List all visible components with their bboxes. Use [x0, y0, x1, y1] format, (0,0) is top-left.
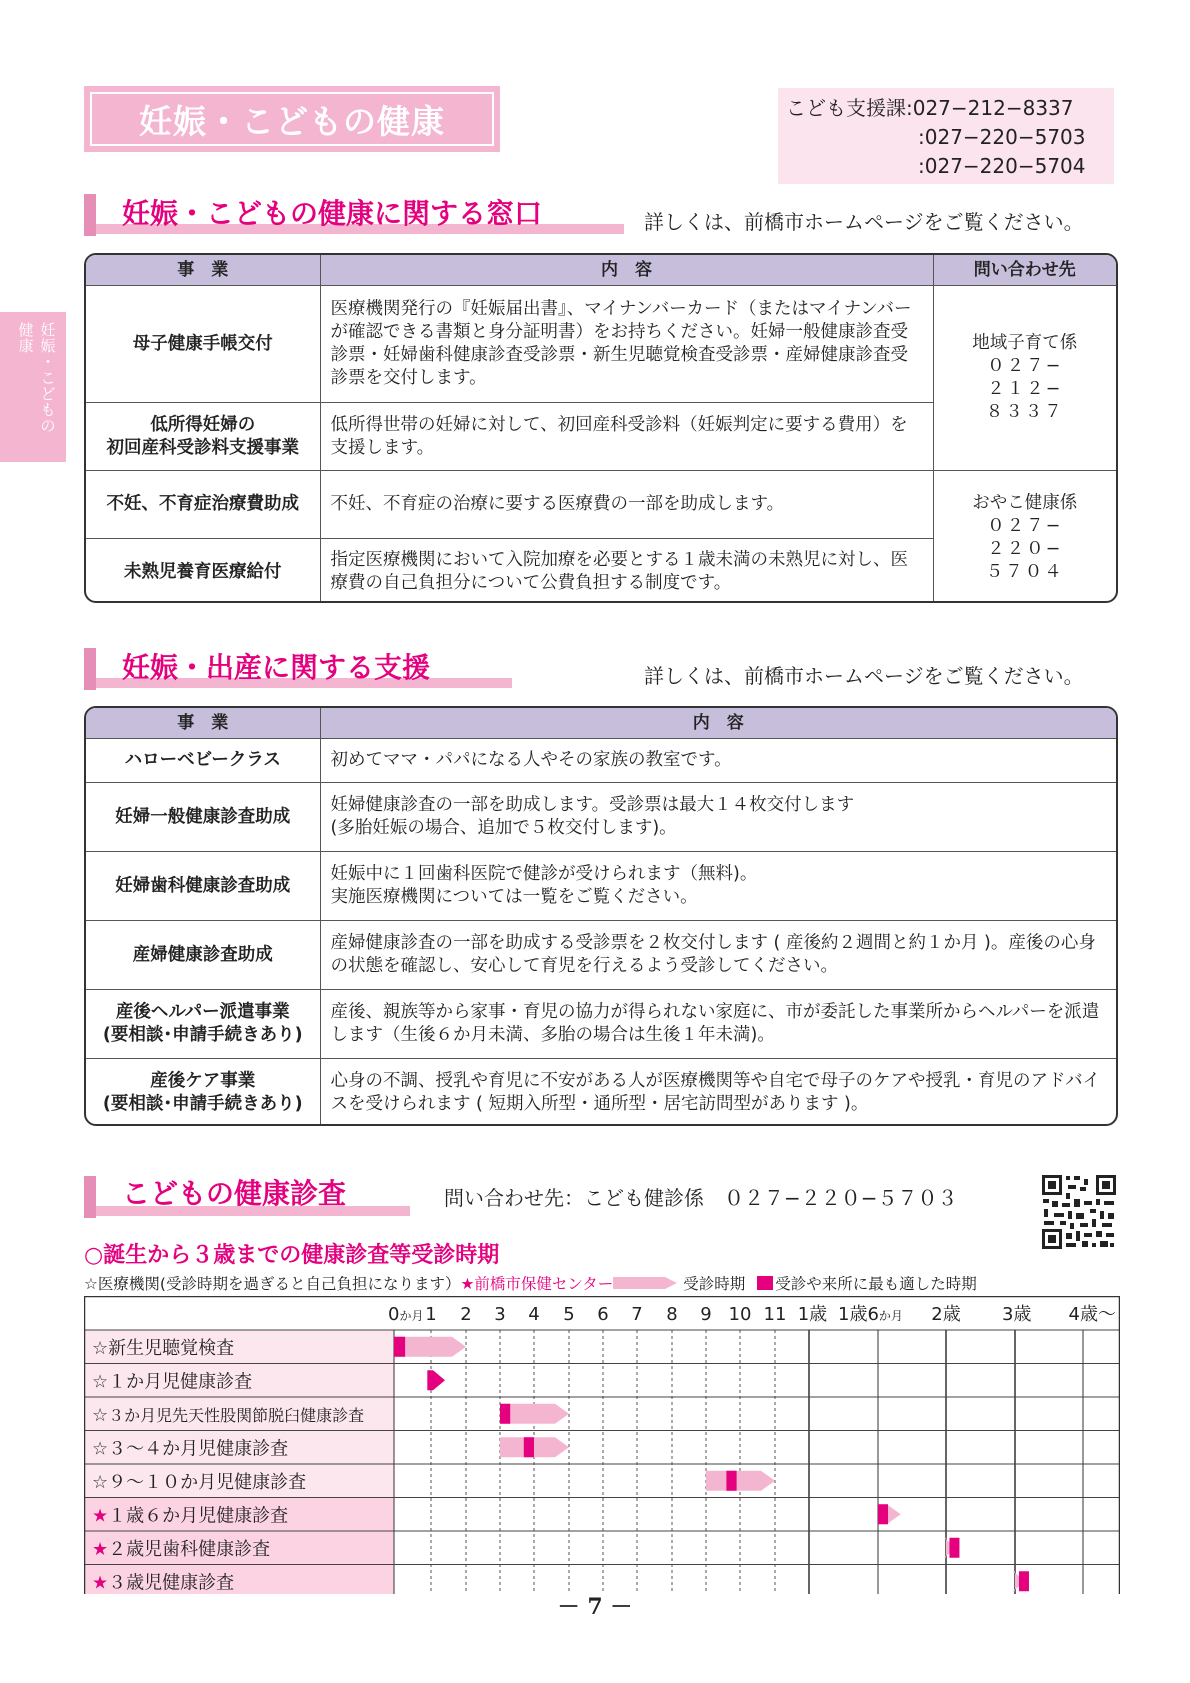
column-header: 5 — [563, 1304, 575, 1325]
checkup-mark: ☆ — [92, 1371, 109, 1393]
column-header: 3 — [494, 1304, 506, 1325]
checkup-mark: ★ — [92, 1539, 109, 1560]
table-row — [86, 286, 1116, 403]
best-period-marker — [726, 1471, 736, 1491]
table-row — [86, 921, 1116, 990]
contact-line-2: :027−220−5703 — [918, 125, 1086, 149]
row-content: 産後、親族等から家事・育児の協力が得られない家庭に、市が委託した事業所からヘルパーを派遣します（生後６か月未満、多胎の場合は生後１年未満)。 — [320, 990, 1116, 1059]
section-1-marker — [84, 194, 96, 236]
row-content: 指定医療機関において入院加療を必要とする１歳未満の未熟児に対し、医療費の自己負担分について公費負担する制度です。 — [320, 539, 933, 604]
section-2-note: 詳しくは、前橋市ホームページをご覧ください。 — [644, 664, 1084, 688]
table-row — [86, 739, 1116, 783]
checkup-period-arrow — [500, 1437, 569, 1457]
checkup-name: １歳６か月児健康診査 — [108, 1505, 289, 1527]
best-period-marker — [949, 1538, 959, 1558]
table-row — [86, 471, 1116, 539]
column-header: 4歳〜 — [1068, 1304, 1116, 1325]
contact-number: ０２７− ２１２− ８３３７ — [985, 356, 1064, 422]
consultation-table — [84, 253, 1118, 603]
row-name: 低所得妊婦の 初回産科受診料支援事業 — [86, 403, 320, 471]
side-tab-text-2: 健 康 — [18, 321, 34, 355]
row-content: 妊娠中に１回歯科医院で健診が受けられます（無料)。 実施医療機関については一覧をご覧ください。 — [320, 852, 1116, 921]
legend-best-marker-icon — [757, 1275, 775, 1291]
row-name: 妊婦歯科健康診査助成 — [86, 852, 320, 921]
schedule-legend — [84, 1272, 1134, 1294]
best-period-marker — [394, 1337, 405, 1357]
column-header: 7 — [631, 1304, 643, 1325]
row-content: 低所得世帯の妊婦に対して、初回産科受診料（妊娠判定に要する費用）を支援します。 — [320, 403, 933, 471]
column-header: 4 — [528, 1304, 540, 1325]
contact-line-3: :027−220−5704 — [918, 154, 1086, 178]
checkup-name: ３か月児先天性股関節脱臼健康診査 — [108, 1406, 365, 1425]
column-header: 0か月 — [388, 1304, 424, 1325]
best-period-marker — [878, 1504, 888, 1524]
row-name: 未熟児養育医療給付 — [86, 539, 320, 604]
page-title: 妊娠・こどもの健康 — [90, 92, 494, 146]
section-3-contact: 問い合わせ先：こども健診係 ０２７−２２０−５７０３ — [444, 1186, 958, 1210]
checkup-label — [92, 1539, 270, 1560]
row-name: 産後ヘルパー派遣事業 (要相談･申請手続きあり) — [86, 990, 320, 1059]
col-header-content: 内 容 — [320, 708, 1116, 739]
section-2-title: 妊娠・出産に関する支援 — [122, 651, 431, 684]
column-header: 2 — [460, 1304, 472, 1325]
column-header: 1歳6か月 — [838, 1304, 903, 1325]
qr-code-icon[interactable] — [1040, 1173, 1118, 1251]
column-header: 1歳 — [797, 1304, 828, 1325]
row-name: 母子健康手帳交付 — [86, 286, 320, 403]
contact-label: おやこ健康係 — [972, 493, 1078, 513]
checkup-name: ３〜４か月児健康診査 — [108, 1438, 289, 1460]
table-row — [86, 1059, 1116, 1127]
checkup-mark: ☆ — [92, 1405, 109, 1426]
checkup-label — [92, 1405, 364, 1426]
table-row — [86, 990, 1116, 1059]
support-table — [84, 706, 1118, 1126]
checkup-label — [92, 1506, 288, 1527]
column-header: 3歳 — [1001, 1304, 1032, 1325]
section-3-title: こどもの健康診査 — [122, 1177, 347, 1210]
legend-center: ★前橋市保健センター — [460, 1275, 614, 1293]
side-index-tab[interactable] — [0, 312, 66, 462]
section-3-marker — [84, 1176, 96, 1218]
column-header: 10 — [728, 1304, 752, 1325]
checkup-label — [92, 1372, 252, 1393]
section-1-title: 妊娠・こどもの健康に関する窓口 — [122, 197, 543, 230]
checkup-name: ９〜１０か月児健康診査 — [108, 1472, 307, 1493]
checkup-label — [92, 1338, 234, 1359]
row-content: 心身の不調、授乳や育児に不安がある人が医療機関等や自宅で母子のケアや授乳・育児のアドバイスを受けられます ( 短期入所型・通所型・居宅訪問型があります )。 — [320, 1059, 1116, 1127]
contact-line-1: こども支援課:027−212−8337 — [786, 96, 1074, 120]
column-header: 1 — [425, 1304, 437, 1325]
row-name: 産後ケア事業 (要相談･申請手続きあり) — [86, 1059, 320, 1127]
checkup-mark: ☆ — [92, 1438, 109, 1460]
row-name: 産婦健康診査助成 — [86, 921, 320, 990]
checkup-name: ２歳児歯科健康診査 — [108, 1539, 271, 1560]
checkup-period-arrow — [500, 1404, 569, 1424]
section-2-marker — [84, 648, 96, 690]
legend-best: 受診や来所に最も適した時期 — [775, 1275, 977, 1293]
legend-period: 受診時期 — [683, 1275, 746, 1293]
row-name: ハローベビークラス — [86, 739, 320, 783]
column-header: 2歳 — [931, 1304, 961, 1325]
col-header-contact: 問い合わせ先 — [933, 255, 1116, 286]
schedule-subtitle: ○誕生から３歳までの健康診査等受診時期 — [84, 1243, 500, 1268]
best-period-marker — [524, 1437, 534, 1457]
contact-cell-2 — [933, 471, 1116, 604]
legend-medical: ☆医療機関(受診時期を過ぎると自己負担になります） — [84, 1275, 461, 1293]
contact-label: 地域子育て係 — [972, 333, 1078, 353]
row-content: 産婦健康診査の一部を助成する受診票を２枚交付します ( 産後約２週間と約１か月 )。産後の心身の状態を確認し、安心して育児を行えるよう受診してください。 — [320, 921, 1116, 990]
checkup-schedule-chart — [84, 1296, 1120, 1594]
side-tab-text-1: 妊 娠 ・ こ ど も の — [40, 321, 56, 435]
month-unit: か月 — [878, 1309, 903, 1323]
department-contact — [778, 88, 1114, 184]
table-row — [86, 852, 1116, 921]
col-header-business: 事 業 — [86, 255, 320, 286]
column-header: 6 — [597, 1304, 609, 1325]
col-header-content: 内 容 — [320, 255, 933, 286]
section-1-note: 詳しくは、前橋市ホームページをご覧ください。 — [644, 210, 1084, 234]
column-header: 9 — [700, 1304, 712, 1325]
table-row — [86, 783, 1116, 852]
row-content: 不妊、不育症の治療に要する医療費の一部を助成します。 — [320, 471, 933, 539]
checkup-label — [92, 1439, 288, 1460]
checkup-name: １か月児健康診査 — [108, 1371, 253, 1393]
col-header-business: 事 業 — [86, 708, 320, 739]
contact-cell-1 — [933, 286, 1116, 471]
best-period-marker — [1019, 1571, 1029, 1591]
checkup-mark: ☆ — [92, 1338, 109, 1359]
row-name: 妊婦一般健康診査助成 — [86, 783, 320, 852]
row-content: 妊婦健康診査の一部を助成します。受診票は最大１４枚交付します (多胎妊娠の場合、追加で５枚交付します)。 — [320, 783, 1116, 852]
page-number: － 7 － — [557, 1594, 633, 1620]
month-unit: か月 — [399, 1309, 424, 1323]
checkup-name: 新生児聴覚検査 — [108, 1338, 235, 1359]
best-period-arrow — [427, 1370, 445, 1390]
contact-number: ０２７− ２２０− ５７０４ — [985, 516, 1064, 582]
best-period-marker — [500, 1404, 510, 1424]
checkup-name: ３歳児健康診査 — [108, 1572, 235, 1594]
row-content: 医療機関発行の『妊娠届出書』、マイナンバーカード（またはマイナンバーが確認できる書類と身分証明書）をお持ちください。妊婦一般健康診査受診票・妊婦歯科健康診査受診票・新生児聴覚検査受診票・産婦健康診査受診票を交付します。 — [320, 286, 933, 403]
page-title-box — [84, 86, 500, 152]
row-name: 不妊、不育症治療費助成 — [86, 471, 320, 539]
column-header: 11 — [763, 1304, 787, 1325]
column-header: 8 — [666, 1304, 678, 1325]
checkup-mark: ☆ — [92, 1472, 109, 1493]
checkup-period-arrow — [706, 1471, 775, 1491]
checkup-mark: ★ — [92, 1572, 109, 1594]
legend-period-arrow-icon — [613, 1275, 679, 1291]
checkup-mark: ★ — [92, 1505, 109, 1527]
checkup-label — [92, 1472, 306, 1493]
row-content: 初めてママ・パパになる人やその家族の教室です。 — [320, 739, 1116, 783]
